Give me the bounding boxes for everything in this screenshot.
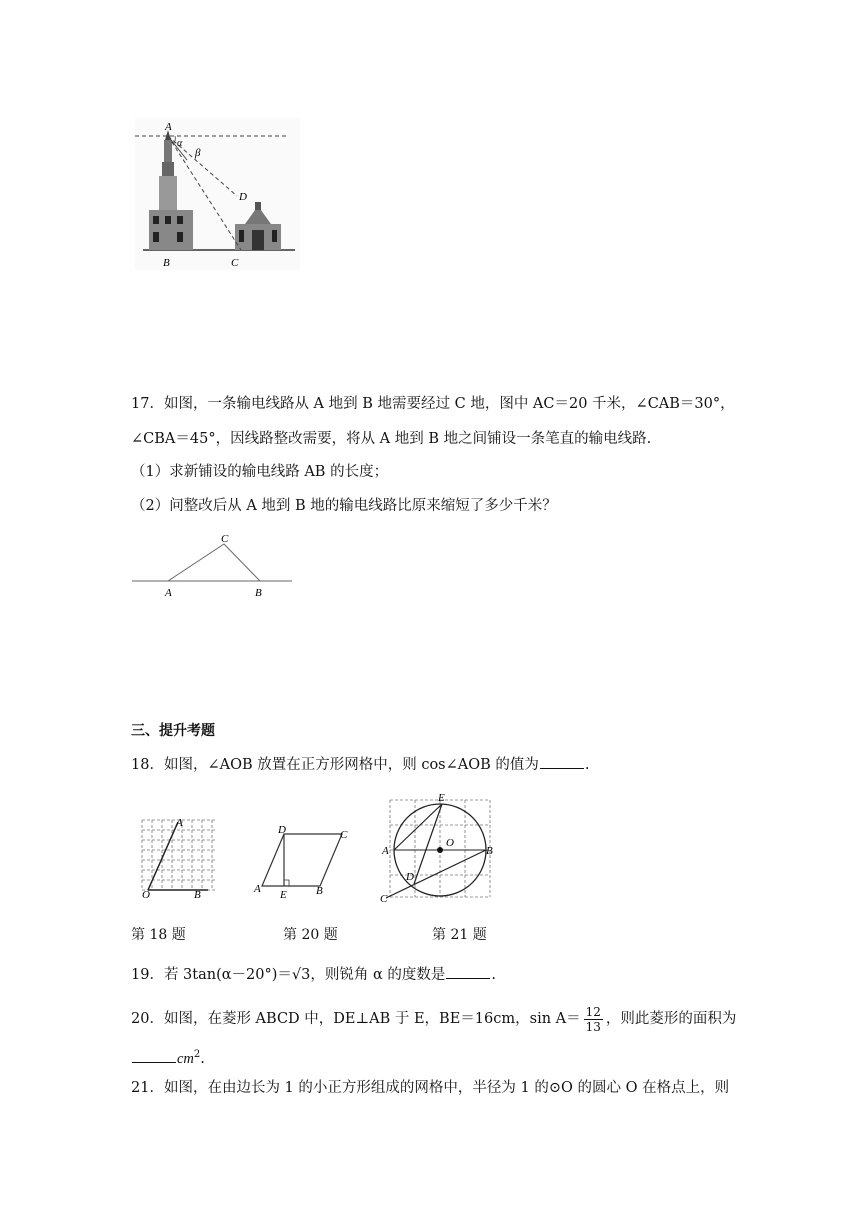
caption-fig21: 第 21 题 [432, 927, 487, 943]
tower-label-c: C [231, 257, 239, 269]
q20-frac-num: 12 [585, 1004, 601, 1019]
fig20-label-a: A [254, 883, 261, 895]
tower-label-alpha: α [177, 138, 183, 149]
q20-blank [132, 1048, 176, 1063]
fig21-label-o: O [446, 837, 454, 849]
q18-blank [540, 754, 584, 769]
q17-line2: ∠CBA＝45°，因线路整改需要，将从 A 地到 B 地之间铺设一条笔直的输电线路. [131, 431, 652, 447]
fig20-label-d: D [278, 824, 286, 836]
q18-before: 18．如图，∠AOB 放置在正方形网格中，则 cos∠AOB 的值为 [131, 757, 539, 773]
q17-sub1: （1）求新铺设的输电线路 AB 的长度； [131, 464, 389, 480]
fig20-label-e: E [280, 889, 287, 900]
q20-before: 20．如图，在菱形 ABCD 中，DE⊥AB 于 E，BE＝16cm，sin A＝ [131, 1011, 581, 1027]
fig21-label-d: D [406, 871, 414, 883]
q19-after: . [491, 967, 496, 983]
q19-before: 19．若 3tan(α－20°)＝√3，则锐角 α 的度数是 [131, 967, 446, 983]
q20-end: . [200, 1050, 205, 1067]
fig21-circle [378, 792, 496, 904]
caption-fig18: 第 18 题 [131, 927, 186, 943]
q18-after: . [584, 757, 590, 773]
q20-frac-den: 13 [585, 1019, 601, 1034]
q18-text [131, 754, 590, 775]
tower-figure [135, 118, 300, 270]
fig21-label-b: B [486, 845, 493, 857]
q20-line1 [131, 1004, 736, 1034]
q17-label-c: C [221, 533, 229, 545]
fig20-label-c: C [340, 829, 348, 841]
tower-label-beta: β [195, 147, 201, 159]
q17-label-a: A [165, 587, 172, 599]
q17-figure [128, 530, 296, 600]
section-title: 三、提升考题 [131, 723, 215, 739]
tower-label-a: A [165, 121, 172, 133]
q17-sub2: （2）问整改后从 A 地到 B 地的输电线路比原来缩短了多少千米？ [131, 498, 557, 514]
q20-line2 [131, 1045, 205, 1069]
fig18-label-o: O [142, 889, 150, 900]
fig21-label-e: E [438, 792, 445, 804]
q19-text [131, 964, 496, 985]
fig18-label-a: A [176, 817, 183, 829]
q21-line1: 21．如图，在由边长为 1 的小正方形组成的网格中，半径为 1 的⊙O 的圆心 O 在格点上，则 [131, 1080, 730, 1096]
q20-unit: cm [177, 1050, 194, 1067]
q20-fraction [584, 1005, 603, 1034]
tower-label-d: D [239, 191, 247, 203]
fig18-grid [136, 814, 222, 900]
fig21-label-a: A [382, 845, 389, 857]
fig20-label-b: B [316, 885, 323, 897]
q20-after: ，则此菱形的面积为 [605, 1011, 737, 1027]
tower-label-b: B [163, 257, 170, 269]
fig21-label-c: C [380, 893, 388, 904]
caption-fig20: 第 20 题 [283, 927, 338, 943]
q20-unit-sup: 2 [193, 1049, 201, 1060]
q17-line1: 17．如图，一条输电线路从 A 地到 B 地需要经过 C 地，图中 AC＝20 千米，∠CAB＝30°， [131, 396, 735, 412]
q17-label-b: B [255, 587, 262, 599]
q19-blank [446, 964, 490, 979]
fig18-label-b: B [194, 889, 201, 900]
fig20-rhombus [252, 822, 352, 900]
